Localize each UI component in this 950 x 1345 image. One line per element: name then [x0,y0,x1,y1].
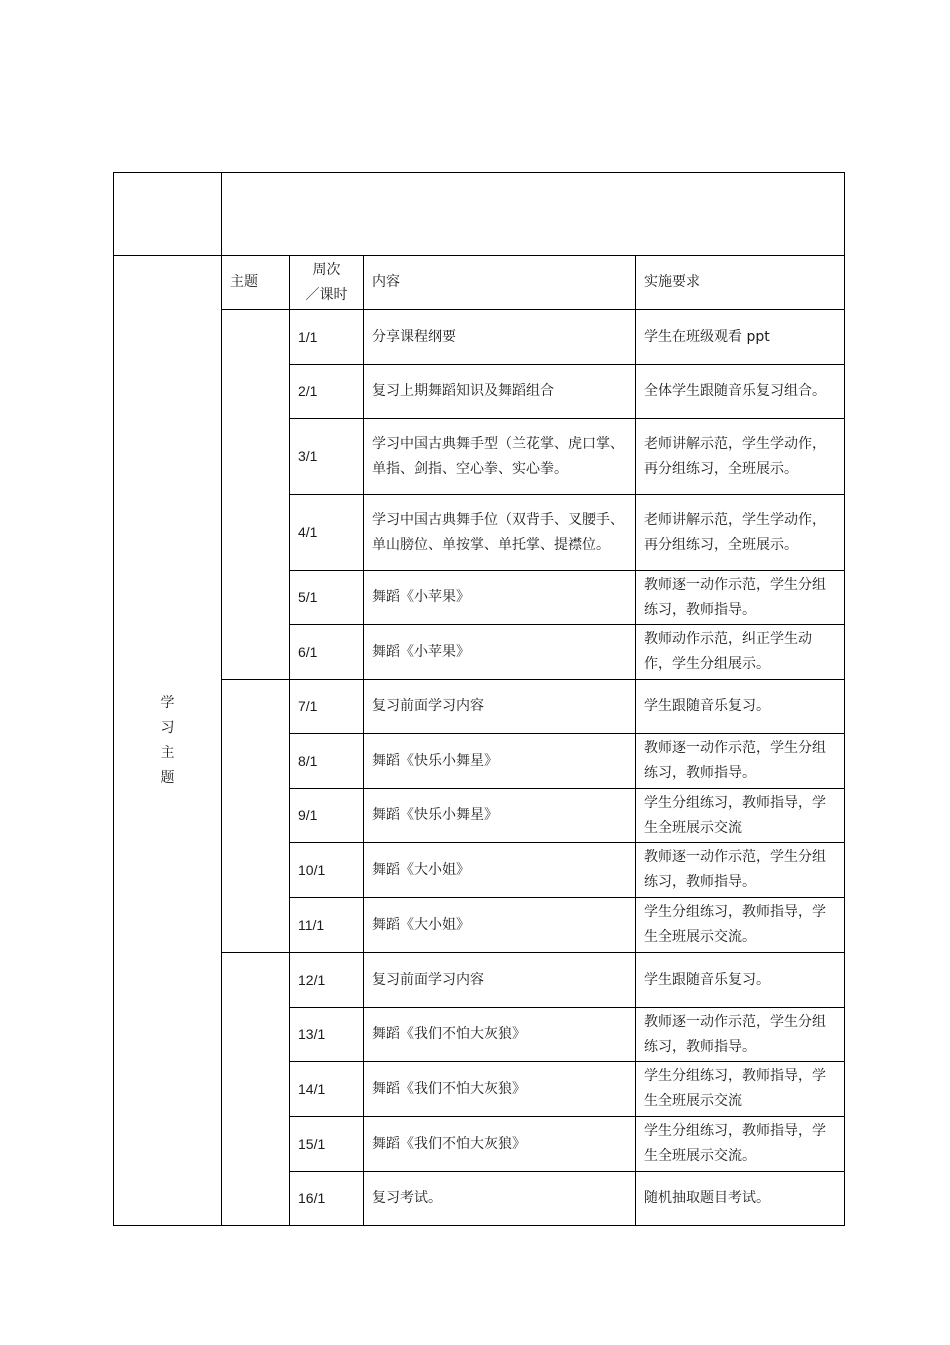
week-cell: 13/1 [290,1008,364,1062]
header-requirement: 实施要求 [636,256,845,310]
side-label-char: 主 [160,744,175,761]
week-cell: 12/1 [290,953,364,1008]
requirement-cell: 教师逐一动作示范，学生分组练习，教师指导。 [636,571,845,625]
requirement-cell: 教师逐一动作示范，学生分组练习，教师指导。 [636,843,845,898]
table-top-row [114,173,845,256]
requirement-cell: 全体学生跟随音乐复习组合。 [636,365,845,419]
top-right-cell [222,173,845,256]
requirement-cell: 学生分组练习，教师指导，学生全班展示交流。 [636,898,845,953]
requirement-cell: 学生跟随音乐复习。 [636,680,845,734]
week-cell: 15/1 [290,1117,364,1172]
requirement-cell: 老师讲解示范，学生学动作，再分组练习，全班展示。 [636,419,845,495]
table-row [114,953,845,1008]
content-cell: 复习上期舞蹈知识及舞蹈组合 [364,365,636,419]
content-cell: 舞蹈《我们不怕大灰狼》 [364,1117,636,1172]
content-cell: 舞蹈《小苹果》 [364,571,636,625]
requirement-cell: 学生分组练习，教师指导，学生全班展示交流 [636,789,845,843]
content-cell: 复习前面学习内容 [364,680,636,734]
content-cell: 复习前面学习内容 [364,953,636,1008]
week-cell: 9/1 [290,789,364,843]
requirement-cell: 老师讲解示范，学生学动作，再分组练习，全班展示。 [636,495,845,571]
week-cell: 11/1 [290,898,364,953]
week-cell: 7/1 [290,680,364,734]
header-topic: 主题 [222,256,290,310]
week-cell: 2/1 [290,365,364,419]
week-cell: 16/1 [290,1172,364,1226]
requirement-cell: 教师逐一动作示范，学生分组练习，教师指导。 [636,1008,845,1062]
topic-group-2-cell [222,680,290,953]
requirement-cell: 学生分组练习，教师指导，学生全班展示交流。 [636,1117,845,1172]
side-label-cell [114,256,222,1226]
requirement-cell: 学生在班级观看 ppt [636,310,845,365]
side-label-char: 题 [160,769,175,786]
week-cell: 8/1 [290,734,364,789]
header-content: 内容 [364,256,636,310]
header-row [114,256,845,310]
content-cell: 舞蹈《我们不怕大灰狼》 [364,1008,636,1062]
week-cell: 10/1 [290,843,364,898]
content-cell: 学习中国古典舞手型（兰花掌、虎口掌、单指、剑指、空心拳、实心拳。 [364,419,636,495]
topic-group-3-cell [222,953,290,1226]
requirement-cell: 教师动作示范，纠正学生动作，学生分组展示。 [636,625,845,680]
top-left-cell [114,173,222,256]
content-cell: 舞蹈《快乐小舞星》 [364,789,636,843]
side-label-char: 学 [160,694,175,711]
content-cell: 舞蹈《快乐小舞星》 [364,734,636,789]
requirement-cell: 教师逐一动作示范，学生分组练习，教师指导。 [636,734,845,789]
header-week [290,256,364,310]
content-cell: 舞蹈《大小姐》 [364,898,636,953]
week-cell: 1/1 [290,310,364,365]
course-plan-table [113,172,845,1226]
content-cell: 分享课程纲要 [364,310,636,365]
side-label-char: 习 [160,719,175,736]
content-cell: 舞蹈《我们不怕大灰狼》 [364,1062,636,1117]
header-week-line2: ／课时 [305,286,348,303]
table-row [114,680,845,734]
header-week-line1: 周次 [312,261,341,278]
requirement-cell: 随机抽取题目考试。 [636,1172,845,1226]
week-cell: 6/1 [290,625,364,680]
content-cell: 复习考试。 [364,1172,636,1226]
week-cell: 5/1 [290,571,364,625]
week-cell: 3/1 [290,419,364,495]
week-cell: 14/1 [290,1062,364,1117]
content-cell: 舞蹈《小苹果》 [364,625,636,680]
week-cell: 4/1 [290,495,364,571]
content-cell: 舞蹈《大小姐》 [364,843,636,898]
topic-group-1-cell [222,310,290,680]
requirement-cell: 学生跟随音乐复习。 [636,953,845,1008]
content-cell: 学习中国古典舞手位（双背手、叉腰手、单山膀位、单按掌、单托掌、提襟位。 [364,495,636,571]
requirement-cell: 学生分组练习，教师指导，学生全班展示交流 [636,1062,845,1117]
table-row [114,310,845,365]
